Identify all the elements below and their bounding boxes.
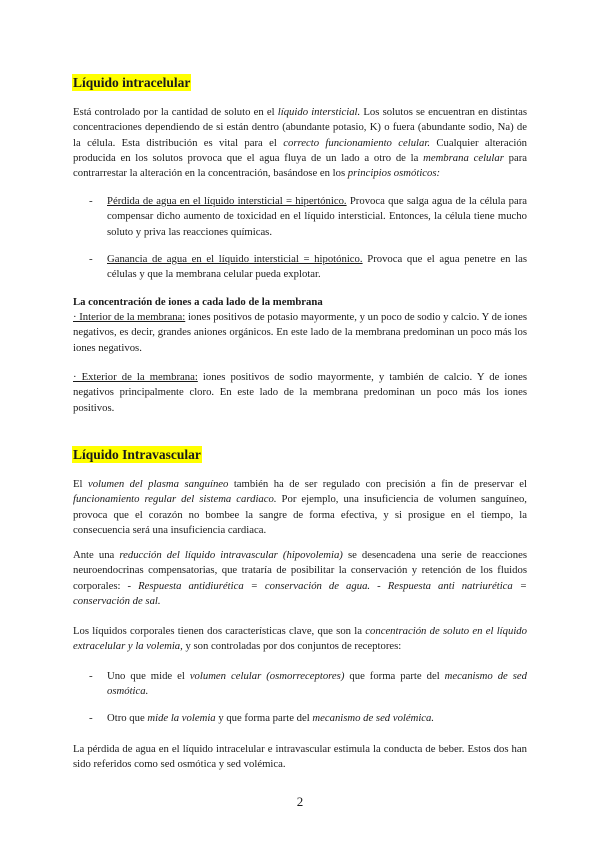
interior-membrane-paragraph: · Interior de la membrana: iones positivos de potasio mayormente, y un poco de sodio y calcio. Y de iones negativos, es decir, grandes aniones orgánicos. En este lado de la membrana predominan un poco más los iones negativos. (73, 311, 527, 354)
bullet-marker: - (89, 670, 93, 682)
plasma-volume-paragraph: El volumen del plasma sanguíneo también ha de ser regulado con precisión a fin de preservar el funcionamiento regular del sistema cardiaco. Por ejemplo, una insuficiencia de volumen sanguíneo, provoca que el corazón no bombee la sangre de forma efectiva, y si prosigue en el tiempo, la consecuencia será una insuficiencia cardiaca. (73, 478, 528, 536)
section-title-intravascular: Líquido Intravascular (73, 447, 201, 462)
exterior-membrane-paragraph: · Exterior de la membrana: iones positivos de sodio mayormente, y también de calcio. Y de iones negativos principalmente cloro. En este lado de la membrana predominan un poco más los iones positivos. (73, 371, 527, 414)
bullet-marker: - (89, 195, 93, 207)
intro-paragraph: Está controlado por la cantidad de soluto en el líquido intersticial. Los solutos se encuentran en distintas concentraciones dependiendo de si están dentro (abundante potasio, K) o fuera (abundante sodio, Na) de la célula. Esta distribución es vital para el correcto funcionamiento celular. Cualquier alteración producida en los solutos provoca que el agua fluya de un lado a otro de la membrana celular para contrarrestar la alteración en la concentración, basándose en los principios osmóticos: (73, 106, 528, 180)
list-item: Pérdida de agua en el líquido intersticial = hipertónico. Provoca que salga agua de la célula para compensar dicho aumento de toxicidad en el líquido intersticial. Entonces, la célula tiene mucho soluto y priva las reacciones químicas. (107, 195, 527, 238)
list-item: Otro que mide la volemia y que forma parte del mecanismo de sed volémica. (107, 712, 435, 724)
bullet-marker: - (89, 712, 93, 724)
section-title-intracelular: Líquido intracelular (73, 75, 191, 90)
list-item: Uno que mide el volumen celular (osmorreceptores) que forma parte del mecanismo de sed osmótica. (107, 670, 528, 698)
list-item: Ganancia de agua en el líquido intersticial = hipotónico. Provoca que el agua penetre en las células y que la membrana celular pueda explotar. (107, 253, 528, 281)
page-number: 2 (296, 794, 304, 809)
thirst-paragraph: La pérdida de agua en el líquido intracelular e intravascular estimula la conducta de beber. Estos dos han sido referidos como sed osmótica y sed volémica. (73, 743, 527, 771)
bullet-marker: - (89, 253, 93, 265)
ion-concentration-heading: La concentración de iones a cada lado de la membrana (73, 296, 323, 308)
hypovolemia-paragraph: Ante una reducción del líquido intravascular (hipovolemia) se desencadena una serie de reacciones neuroendocrinas compensatorias, que trataría de posibilitar la conservación y retención de los fluidos corporales: - Respuesta antidiurética = conservación de agua. - Respuesta anti natriurética = conservación de sal. (73, 549, 527, 607)
receptors-paragraph: Los líquidos corporales tienen dos características clave, que son la concentración de soluto en el líquido extracelular y la volemia, y son controladas por dos conjuntos de receptores: (73, 625, 527, 653)
